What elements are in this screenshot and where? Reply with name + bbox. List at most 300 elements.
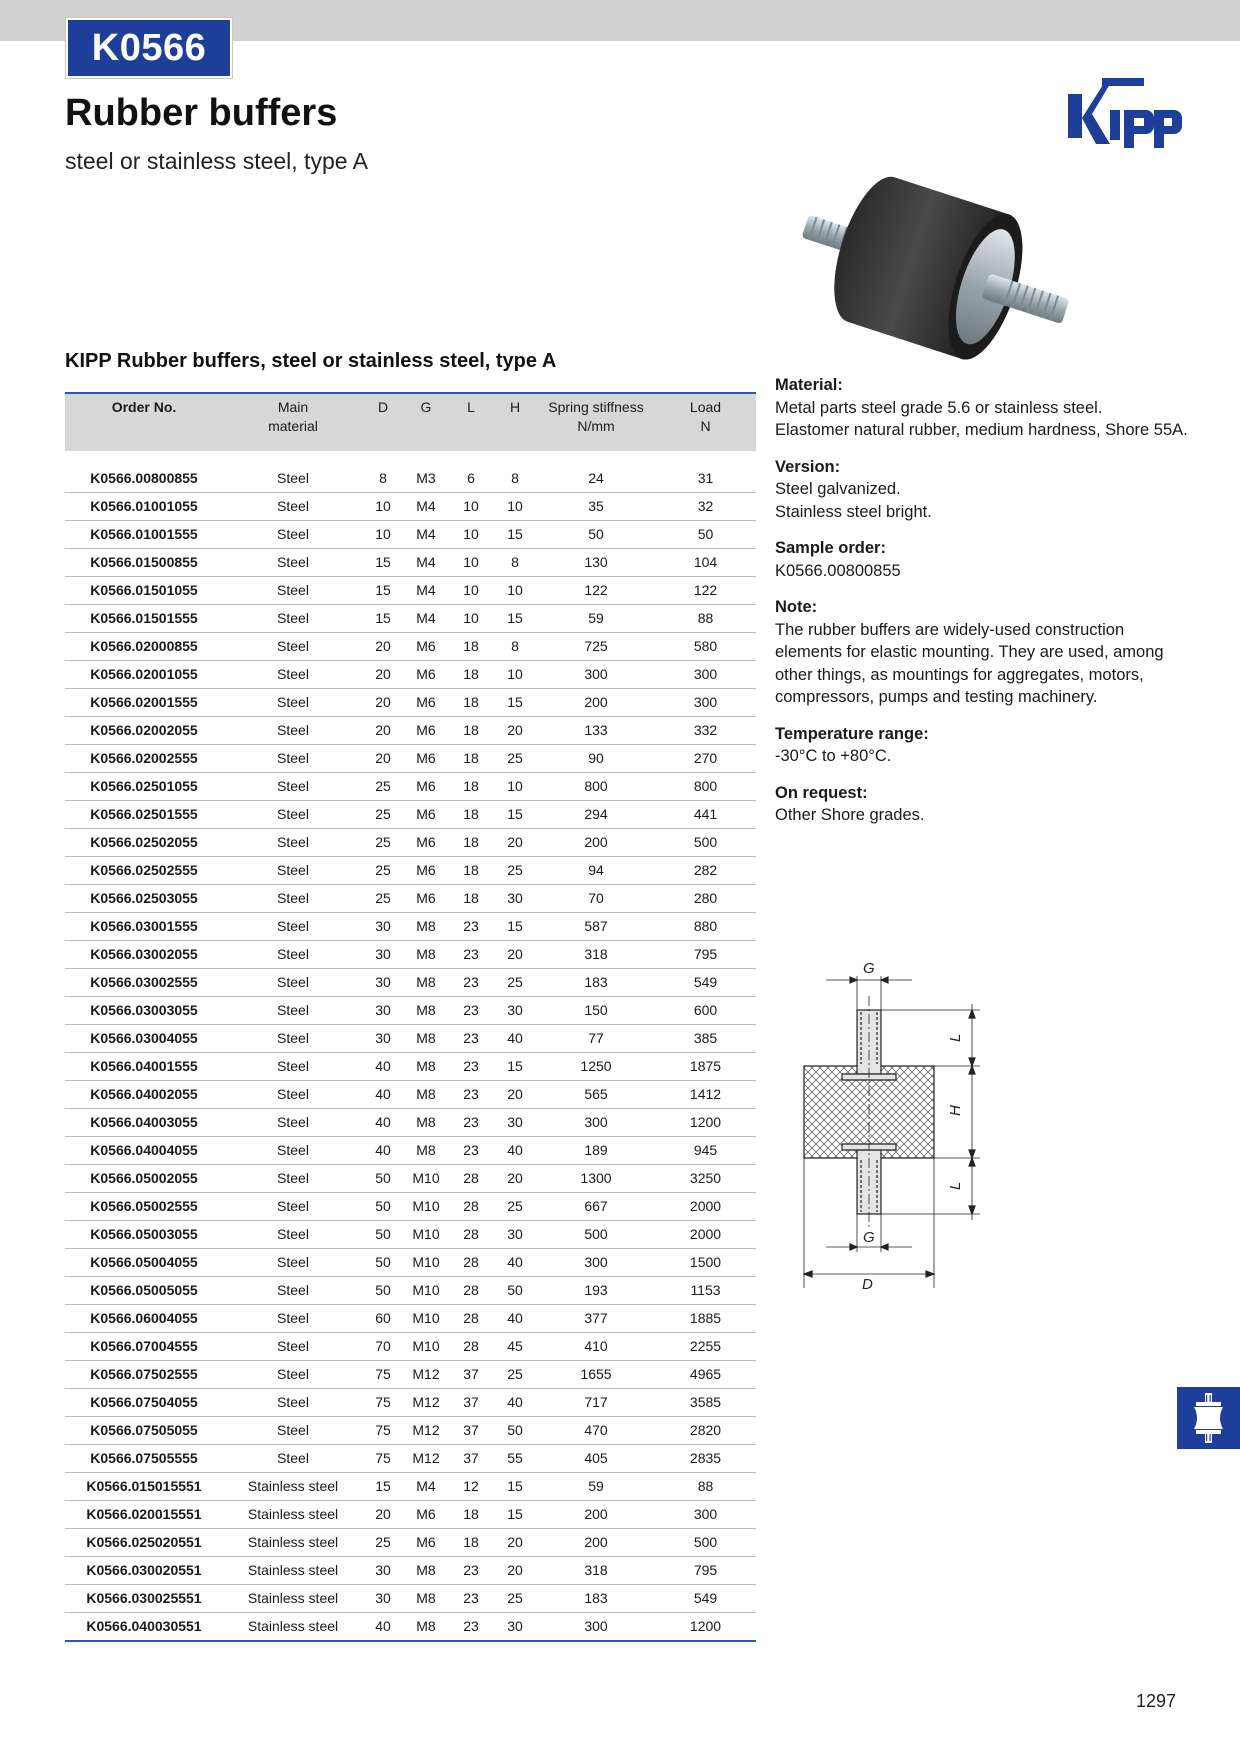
cell-l: 18 bbox=[449, 745, 493, 773]
cell-l: 37 bbox=[449, 1445, 493, 1473]
cell-h: 15 bbox=[493, 521, 537, 549]
cell-main-material: Steel bbox=[223, 1417, 363, 1445]
cell-d: 20 bbox=[363, 717, 403, 745]
cell-l: 10 bbox=[449, 521, 493, 549]
cell-h: 30 bbox=[493, 1613, 537, 1642]
cell-h: 15 bbox=[493, 605, 537, 633]
cell-main-material: Steel bbox=[223, 1445, 363, 1473]
cell-load: 282 bbox=[655, 857, 756, 885]
cell-l: 23 bbox=[449, 1137, 493, 1165]
cell-h: 20 bbox=[493, 829, 537, 857]
cell-g: M4 bbox=[403, 1473, 449, 1501]
page-title: Rubber buffers bbox=[65, 92, 338, 134]
cell-g: M8 bbox=[403, 1025, 449, 1053]
cell-spring-stiffness: 717 bbox=[537, 1389, 655, 1417]
table-row bbox=[65, 1585, 756, 1613]
cell-d: 75 bbox=[363, 1389, 403, 1417]
cell-main-material: Steel bbox=[223, 1109, 363, 1137]
cell-l: 23 bbox=[449, 1613, 493, 1642]
cell-g: M6 bbox=[403, 801, 449, 829]
table-row bbox=[65, 1277, 756, 1305]
material-text-1: Metal parts steel grade 5.6 or stainless steel. bbox=[775, 398, 1103, 417]
cell-d: 30 bbox=[363, 913, 403, 941]
product-photo bbox=[788, 172, 1080, 368]
cell-order-no: K0566.04004055 bbox=[65, 1137, 223, 1165]
cell-d: 25 bbox=[363, 773, 403, 801]
cell-main-material: Steel bbox=[223, 745, 363, 773]
cell-g: M6 bbox=[403, 633, 449, 661]
cell-g: M6 bbox=[403, 829, 449, 857]
cell-g: M8 bbox=[403, 997, 449, 1025]
cell-main-material: Stainless steel bbox=[223, 1613, 363, 1642]
col-header-spring-stiffness: Spring stiffness N/mm bbox=[537, 393, 655, 451]
cell-order-no: K0566.04003055 bbox=[65, 1109, 223, 1137]
material-heading: Material: bbox=[775, 376, 843, 394]
cell-spring-stiffness: 800 bbox=[537, 773, 655, 801]
note-text: The rubber buffers are widely-used construction elements for elastic mounting. They are used, among other things, as mountings for aggregates, motors, compressors, pumps and testing machinery. bbox=[775, 620, 1164, 706]
cell-h: 40 bbox=[493, 1389, 537, 1417]
cell-order-no: K0566.04001555 bbox=[65, 1053, 223, 1081]
cell-d: 30 bbox=[363, 1585, 403, 1613]
cell-h: 25 bbox=[493, 1585, 537, 1613]
cell-load: 332 bbox=[655, 717, 756, 745]
cell-main-material: Steel bbox=[223, 689, 363, 717]
cell-spring-stiffness: 1250 bbox=[537, 1053, 655, 1081]
cell-main-material: Steel bbox=[223, 1165, 363, 1193]
cell-spring-stiffness: 133 bbox=[537, 717, 655, 745]
cell-order-no: K0566.040030551 bbox=[65, 1613, 223, 1642]
cell-g: M12 bbox=[403, 1361, 449, 1389]
cell-main-material: Stainless steel bbox=[223, 1557, 363, 1585]
cell-d: 20 bbox=[363, 661, 403, 689]
cell-main-material: Steel bbox=[223, 1361, 363, 1389]
cell-d: 50 bbox=[363, 1277, 403, 1305]
cell-order-no: K0566.07505555 bbox=[65, 1445, 223, 1473]
cell-d: 15 bbox=[363, 577, 403, 605]
cell-order-no: K0566.02002055 bbox=[65, 717, 223, 745]
cell-d: 75 bbox=[363, 1361, 403, 1389]
cell-main-material: Steel bbox=[223, 1193, 363, 1221]
cell-h: 20 bbox=[493, 941, 537, 969]
cell-main-material: Steel bbox=[223, 605, 363, 633]
col-header-h: H bbox=[493, 393, 537, 451]
cell-d: 75 bbox=[363, 1445, 403, 1473]
col-header-order-no: Order No. bbox=[65, 393, 223, 451]
table-row bbox=[65, 1529, 756, 1557]
cell-order-no: K0566.02502555 bbox=[65, 857, 223, 885]
cell-load: 880 bbox=[655, 913, 756, 941]
cell-d: 30 bbox=[363, 941, 403, 969]
cell-main-material: Stainless steel bbox=[223, 1529, 363, 1557]
cell-g: M6 bbox=[403, 885, 449, 913]
version-heading: Version: bbox=[775, 457, 841, 476]
cell-order-no: K0566.030020551 bbox=[65, 1557, 223, 1585]
cell-l: 23 bbox=[449, 969, 493, 997]
cell-load: 32 bbox=[655, 493, 756, 521]
cell-l: 28 bbox=[449, 1277, 493, 1305]
cell-order-no: K0566.02001555 bbox=[65, 689, 223, 717]
cell-load: 300 bbox=[655, 1501, 756, 1529]
cell-load: 88 bbox=[655, 605, 756, 633]
cell-load: 104 bbox=[655, 549, 756, 577]
cell-l: 28 bbox=[449, 1305, 493, 1333]
cell-order-no: K0566.030025551 bbox=[65, 1585, 223, 1613]
drawing-label-h: H bbox=[947, 1105, 964, 1116]
cell-spring-stiffness: 405 bbox=[537, 1445, 655, 1473]
cell-spring-stiffness: 500 bbox=[537, 1221, 655, 1249]
cell-spring-stiffness: 200 bbox=[537, 829, 655, 857]
cell-load: 1200 bbox=[655, 1613, 756, 1642]
sample-order-text: K0566.00800855 bbox=[775, 561, 901, 580]
cell-order-no: K0566.02501555 bbox=[65, 801, 223, 829]
cell-h: 20 bbox=[493, 717, 537, 745]
cell-main-material: Stainless steel bbox=[223, 1473, 363, 1501]
cell-load: 549 bbox=[655, 1585, 756, 1613]
cell-h: 15 bbox=[493, 1473, 537, 1501]
cell-load: 2000 bbox=[655, 1221, 756, 1249]
cell-load: 300 bbox=[655, 661, 756, 689]
cell-main-material: Steel bbox=[223, 1137, 363, 1165]
cell-load: 1200 bbox=[655, 1109, 756, 1137]
cell-load: 2255 bbox=[655, 1333, 756, 1361]
cell-d: 15 bbox=[363, 549, 403, 577]
cell-g: M6 bbox=[403, 689, 449, 717]
cell-d: 25 bbox=[363, 857, 403, 885]
table-row bbox=[65, 1445, 756, 1473]
cell-d: 30 bbox=[363, 969, 403, 997]
cell-order-no: K0566.03002055 bbox=[65, 941, 223, 969]
cell-l: 18 bbox=[449, 857, 493, 885]
cell-h: 25 bbox=[493, 1193, 537, 1221]
cell-load: 300 bbox=[655, 689, 756, 717]
cell-d: 50 bbox=[363, 1193, 403, 1221]
cell-g: M6 bbox=[403, 745, 449, 773]
cell-main-material: Steel bbox=[223, 1305, 363, 1333]
cell-load: 795 bbox=[655, 1557, 756, 1585]
cell-spring-stiffness: 294 bbox=[537, 801, 655, 829]
cell-h: 30 bbox=[493, 1221, 537, 1249]
cell-d: 25 bbox=[363, 801, 403, 829]
cell-order-no: K0566.01501055 bbox=[65, 577, 223, 605]
cell-spring-stiffness: 150 bbox=[537, 997, 655, 1025]
cell-spring-stiffness: 189 bbox=[537, 1137, 655, 1165]
cell-load: 441 bbox=[655, 801, 756, 829]
table-row bbox=[65, 1557, 756, 1585]
cell-order-no: K0566.015015551 bbox=[65, 1473, 223, 1501]
table-row bbox=[65, 493, 756, 521]
cell-main-material: Steel bbox=[223, 717, 363, 745]
cell-order-no: K0566.03001555 bbox=[65, 913, 223, 941]
table-row bbox=[65, 1193, 756, 1221]
cell-h: 8 bbox=[493, 465, 537, 493]
cell-d: 30 bbox=[363, 1025, 403, 1053]
table-row bbox=[65, 605, 756, 633]
cell-h: 20 bbox=[493, 1081, 537, 1109]
sample-order-heading: Sample order: bbox=[775, 539, 886, 557]
cell-l: 23 bbox=[449, 1109, 493, 1137]
cell-load: 2000 bbox=[655, 1193, 756, 1221]
col-header-d: D bbox=[363, 393, 403, 451]
cell-d: 50 bbox=[363, 1221, 403, 1249]
cell-h: 25 bbox=[493, 1361, 537, 1389]
drawing-label-g-top: G bbox=[863, 960, 875, 977]
cell-g: M10 bbox=[403, 1193, 449, 1221]
cell-h: 10 bbox=[493, 577, 537, 605]
cell-main-material: Steel bbox=[223, 633, 363, 661]
cell-spring-stiffness: 200 bbox=[537, 689, 655, 717]
cell-load: 122 bbox=[655, 577, 756, 605]
cell-l: 6 bbox=[449, 465, 493, 493]
cell-load: 1153 bbox=[655, 1277, 756, 1305]
table-row bbox=[65, 1249, 756, 1277]
cell-load: 1412 bbox=[655, 1081, 756, 1109]
version-section bbox=[775, 456, 1195, 524]
table-row bbox=[65, 1613, 756, 1642]
cell-main-material: Steel bbox=[223, 913, 363, 941]
cell-load: 1500 bbox=[655, 1249, 756, 1277]
cell-l: 28 bbox=[449, 1333, 493, 1361]
table-row bbox=[65, 773, 756, 801]
cell-main-material: Steel bbox=[223, 465, 363, 493]
table-row bbox=[65, 549, 756, 577]
drawing-label-g-bottom: G bbox=[863, 1229, 875, 1246]
cell-main-material: Steel bbox=[223, 941, 363, 969]
col-header-l: L bbox=[449, 393, 493, 451]
note-section bbox=[775, 596, 1195, 709]
cell-h: 20 bbox=[493, 1557, 537, 1585]
cell-d: 15 bbox=[363, 605, 403, 633]
cell-g: M12 bbox=[403, 1417, 449, 1445]
cell-l: 23 bbox=[449, 1081, 493, 1109]
table-title: KIPP Rubber buffers, steel or stainless steel, type A bbox=[65, 350, 557, 372]
spec-table bbox=[65, 392, 756, 1642]
cell-main-material: Steel bbox=[223, 1025, 363, 1053]
cell-g: M4 bbox=[403, 577, 449, 605]
cell-spring-stiffness: 565 bbox=[537, 1081, 655, 1109]
table-row bbox=[65, 1501, 756, 1529]
cell-d: 40 bbox=[363, 1613, 403, 1642]
cell-h: 55 bbox=[493, 1445, 537, 1473]
rubber-buffer-icon bbox=[1177, 1387, 1240, 1449]
table-row bbox=[65, 577, 756, 605]
cell-spring-stiffness: 200 bbox=[537, 1529, 655, 1557]
cell-d: 20 bbox=[363, 745, 403, 773]
cell-g: M8 bbox=[403, 1081, 449, 1109]
cell-d: 40 bbox=[363, 1109, 403, 1137]
cell-main-material: Steel bbox=[223, 857, 363, 885]
table-row bbox=[65, 717, 756, 745]
cell-main-material: Steel bbox=[223, 1277, 363, 1305]
cell-load: 500 bbox=[655, 1529, 756, 1557]
cell-g: M4 bbox=[403, 605, 449, 633]
cell-spring-stiffness: 50 bbox=[537, 521, 655, 549]
cell-d: 25 bbox=[363, 1529, 403, 1557]
cell-l: 10 bbox=[449, 493, 493, 521]
table-row bbox=[65, 1081, 756, 1109]
table-row bbox=[65, 465, 756, 493]
cell-spring-stiffness: 90 bbox=[537, 745, 655, 773]
cell-order-no: K0566.02501055 bbox=[65, 773, 223, 801]
cell-order-no: K0566.03004055 bbox=[65, 1025, 223, 1053]
cell-order-no: K0566.01001055 bbox=[65, 493, 223, 521]
cell-g: M10 bbox=[403, 1221, 449, 1249]
cell-l: 18 bbox=[449, 661, 493, 689]
cell-d: 20 bbox=[363, 633, 403, 661]
cell-d: 60 bbox=[363, 1305, 403, 1333]
cell-g: M6 bbox=[403, 717, 449, 745]
page-subtitle: steel or stainless steel, type A bbox=[65, 148, 368, 174]
cell-d: 15 bbox=[363, 1473, 403, 1501]
col-header-g: G bbox=[403, 393, 449, 451]
cell-spring-stiffness: 193 bbox=[537, 1277, 655, 1305]
cell-l: 23 bbox=[449, 1585, 493, 1613]
cell-spring-stiffness: 59 bbox=[537, 605, 655, 633]
cell-main-material: Steel bbox=[223, 577, 363, 605]
table-row bbox=[65, 689, 756, 717]
cell-spring-stiffness: 77 bbox=[537, 1025, 655, 1053]
cell-d: 50 bbox=[363, 1249, 403, 1277]
cell-h: 10 bbox=[493, 773, 537, 801]
cell-g: M8 bbox=[403, 969, 449, 997]
cell-main-material: Steel bbox=[223, 801, 363, 829]
cell-l: 28 bbox=[449, 1165, 493, 1193]
cell-g: M8 bbox=[403, 913, 449, 941]
cell-spring-stiffness: 24 bbox=[537, 465, 655, 493]
table-row bbox=[65, 521, 756, 549]
cell-spring-stiffness: 318 bbox=[537, 941, 655, 969]
cell-l: 18 bbox=[449, 885, 493, 913]
table-row bbox=[65, 1025, 756, 1053]
cell-order-no: K0566.05004055 bbox=[65, 1249, 223, 1277]
cell-g: M10 bbox=[403, 1165, 449, 1193]
cell-spring-stiffness: 300 bbox=[537, 1109, 655, 1137]
material-text-2: Elastomer natural rubber, medium hardness, Shore 55A. bbox=[775, 421, 1188, 439]
table-header-row bbox=[65, 393, 756, 451]
drawing-label-d: D bbox=[862, 1276, 873, 1293]
cell-main-material: Steel bbox=[223, 1333, 363, 1361]
cell-d: 75 bbox=[363, 1417, 403, 1445]
cell-g: M10 bbox=[403, 1305, 449, 1333]
cell-spring-stiffness: 200 bbox=[537, 1501, 655, 1529]
note-heading: Note: bbox=[775, 598, 818, 616]
cell-spring-stiffness: 318 bbox=[537, 1557, 655, 1585]
cell-d: 30 bbox=[363, 997, 403, 1025]
table-row bbox=[65, 1333, 756, 1361]
cell-main-material: Steel bbox=[223, 549, 363, 577]
cell-load: 280 bbox=[655, 885, 756, 913]
product-code-badge: K0566 bbox=[66, 18, 232, 78]
cell-order-no: K0566.02001055 bbox=[65, 661, 223, 689]
material-section bbox=[775, 374, 1195, 442]
cell-main-material: Steel bbox=[223, 773, 363, 801]
cell-load: 31 bbox=[655, 465, 756, 493]
table-row bbox=[65, 969, 756, 997]
cell-h: 25 bbox=[493, 857, 537, 885]
cell-order-no: K0566.01001555 bbox=[65, 521, 223, 549]
cell-g: M4 bbox=[403, 521, 449, 549]
cell-spring-stiffness: 35 bbox=[537, 493, 655, 521]
cell-spring-stiffness: 377 bbox=[537, 1305, 655, 1333]
cell-h: 50 bbox=[493, 1417, 537, 1445]
cell-main-material: Steel bbox=[223, 1389, 363, 1417]
table-row bbox=[65, 1473, 756, 1501]
cell-spring-stiffness: 587 bbox=[537, 913, 655, 941]
cell-order-no: K0566.03002555 bbox=[65, 969, 223, 997]
cell-load: 549 bbox=[655, 969, 756, 997]
cell-l: 28 bbox=[449, 1221, 493, 1249]
cell-h: 25 bbox=[493, 745, 537, 773]
cell-g: M6 bbox=[403, 773, 449, 801]
cell-load: 1885 bbox=[655, 1305, 756, 1333]
cell-order-no: K0566.01501555 bbox=[65, 605, 223, 633]
cell-order-no: K0566.07502555 bbox=[65, 1361, 223, 1389]
cell-g: M6 bbox=[403, 857, 449, 885]
temperature-section bbox=[775, 723, 1195, 768]
cell-main-material: Steel bbox=[223, 1221, 363, 1249]
cell-l: 10 bbox=[449, 605, 493, 633]
cell-l: 10 bbox=[449, 577, 493, 605]
cell-h: 40 bbox=[493, 1025, 537, 1053]
table-row bbox=[65, 1361, 756, 1389]
table-row bbox=[65, 745, 756, 773]
cell-g: M4 bbox=[403, 493, 449, 521]
on-request-text: Other Shore grades. bbox=[775, 806, 925, 824]
cell-order-no: K0566.02502055 bbox=[65, 829, 223, 857]
table-row bbox=[65, 1109, 756, 1137]
cell-order-no: K0566.01500855 bbox=[65, 549, 223, 577]
cell-h: 20 bbox=[493, 1165, 537, 1193]
cell-d: 30 bbox=[363, 1557, 403, 1585]
cell-load: 800 bbox=[655, 773, 756, 801]
cell-main-material: Steel bbox=[223, 1081, 363, 1109]
cell-l: 23 bbox=[449, 913, 493, 941]
cell-load: 50 bbox=[655, 521, 756, 549]
cell-l: 23 bbox=[449, 1053, 493, 1081]
cell-load: 945 bbox=[655, 1137, 756, 1165]
cell-l: 18 bbox=[449, 633, 493, 661]
cell-main-material: Steel bbox=[223, 997, 363, 1025]
table-row bbox=[65, 857, 756, 885]
cell-spring-stiffness: 1300 bbox=[537, 1165, 655, 1193]
cell-spring-stiffness: 183 bbox=[537, 1585, 655, 1613]
cell-h: 40 bbox=[493, 1137, 537, 1165]
kipp-logo bbox=[1066, 74, 1182, 158]
table-row bbox=[65, 1417, 756, 1445]
cell-l: 18 bbox=[449, 801, 493, 829]
drawing-label-l-top: L bbox=[947, 1033, 964, 1042]
cell-g: M12 bbox=[403, 1389, 449, 1417]
cell-load: 600 bbox=[655, 997, 756, 1025]
cell-load: 3585 bbox=[655, 1389, 756, 1417]
cell-l: 37 bbox=[449, 1417, 493, 1445]
cell-l: 18 bbox=[449, 773, 493, 801]
table-row bbox=[65, 633, 756, 661]
cell-load: 2835 bbox=[655, 1445, 756, 1473]
cell-h: 15 bbox=[493, 1501, 537, 1529]
cell-h: 40 bbox=[493, 1305, 537, 1333]
cell-l: 37 bbox=[449, 1361, 493, 1389]
col-header-load: Load N bbox=[655, 393, 756, 451]
cell-d: 10 bbox=[363, 493, 403, 521]
cell-g: M8 bbox=[403, 941, 449, 969]
cell-main-material: Stainless steel bbox=[223, 1501, 363, 1529]
cell-load: 500 bbox=[655, 829, 756, 857]
category-tab[interactable] bbox=[1177, 1387, 1240, 1449]
cell-order-no: K0566.07004555 bbox=[65, 1333, 223, 1361]
cell-h: 25 bbox=[493, 969, 537, 997]
cell-order-no: K0566.06004055 bbox=[65, 1305, 223, 1333]
table-row bbox=[65, 1221, 756, 1249]
